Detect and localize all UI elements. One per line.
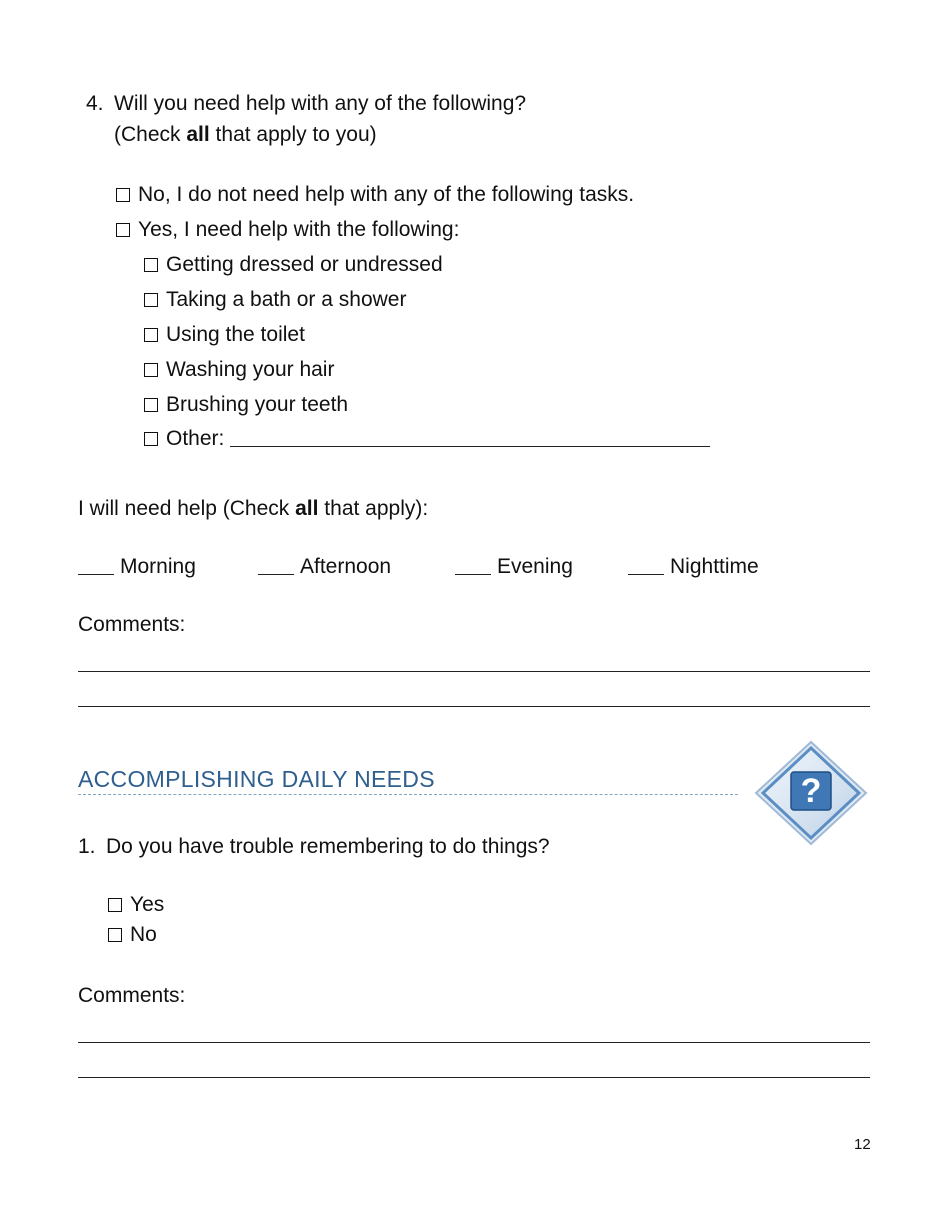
q4-option-no[interactable]: No, I do not need help with any of the following tasks. [116, 182, 634, 208]
checkbox[interactable] [108, 898, 122, 912]
q1-number: 1. [78, 835, 96, 858]
q4-sub-option[interactable]: Using the toilet [144, 322, 305, 348]
q4-instruction: (Check all that apply to you) [114, 123, 377, 146]
q4-sub-option[interactable]: Washing your hair [144, 357, 334, 383]
q1-option-yes[interactable]: Yes [108, 892, 164, 918]
q4-number: 4. [86, 92, 104, 115]
q4-sub-option-other[interactable]: Other: [144, 426, 710, 452]
q4-sub-option[interactable]: Taking a bath or a shower [144, 287, 406, 313]
checkbox[interactable] [144, 363, 158, 377]
question-help-icon: ? [754, 738, 868, 848]
time-option-evening[interactable]: Evening [455, 554, 573, 580]
checkbox[interactable] [144, 432, 158, 446]
other-fill-in-line[interactable] [230, 428, 710, 447]
checkbox[interactable] [144, 293, 158, 307]
page-number: 12 [854, 1136, 871, 1153]
q4-option-yes[interactable]: Yes, I need help with the following: [116, 217, 459, 243]
blank-line[interactable] [455, 556, 491, 575]
help-time-label: I will need help (Check all that apply): [78, 497, 429, 520]
checkbox[interactable] [144, 328, 158, 342]
blank-line[interactable] [628, 556, 664, 575]
q4-sub-option[interactable]: Brushing your teeth [144, 392, 348, 418]
q4-sub-option[interactable]: Getting dressed or undressed [144, 252, 443, 278]
comment-line[interactable] [78, 1077, 870, 1078]
checkbox[interactable] [108, 928, 122, 942]
section-heading: ACCOMPLISHING DAILY NEEDS [78, 766, 435, 792]
q1-option-no[interactable]: No [108, 922, 157, 948]
blank-line[interactable] [258, 556, 294, 575]
q1-question: Do you have trouble remembering to do things? [106, 835, 550, 858]
checkbox[interactable] [144, 398, 158, 412]
comment-line[interactable] [78, 671, 870, 672]
comments-label: Comments: [78, 613, 186, 636]
comment-line[interactable] [78, 706, 870, 707]
blank-line[interactable] [78, 556, 114, 575]
comments-label: Comments: [78, 984, 186, 1007]
comment-line[interactable] [78, 1042, 870, 1043]
checkbox[interactable] [144, 258, 158, 272]
time-option-nighttime[interactable]: Nighttime [628, 554, 759, 580]
time-option-morning[interactable]: Morning [78, 554, 196, 580]
time-option-afternoon[interactable]: Afternoon [258, 554, 391, 580]
checkbox[interactable] [116, 188, 130, 202]
section-divider [78, 794, 738, 795]
checkbox[interactable] [116, 223, 130, 237]
q4-question: Will you need help with any of the following? [114, 92, 527, 115]
